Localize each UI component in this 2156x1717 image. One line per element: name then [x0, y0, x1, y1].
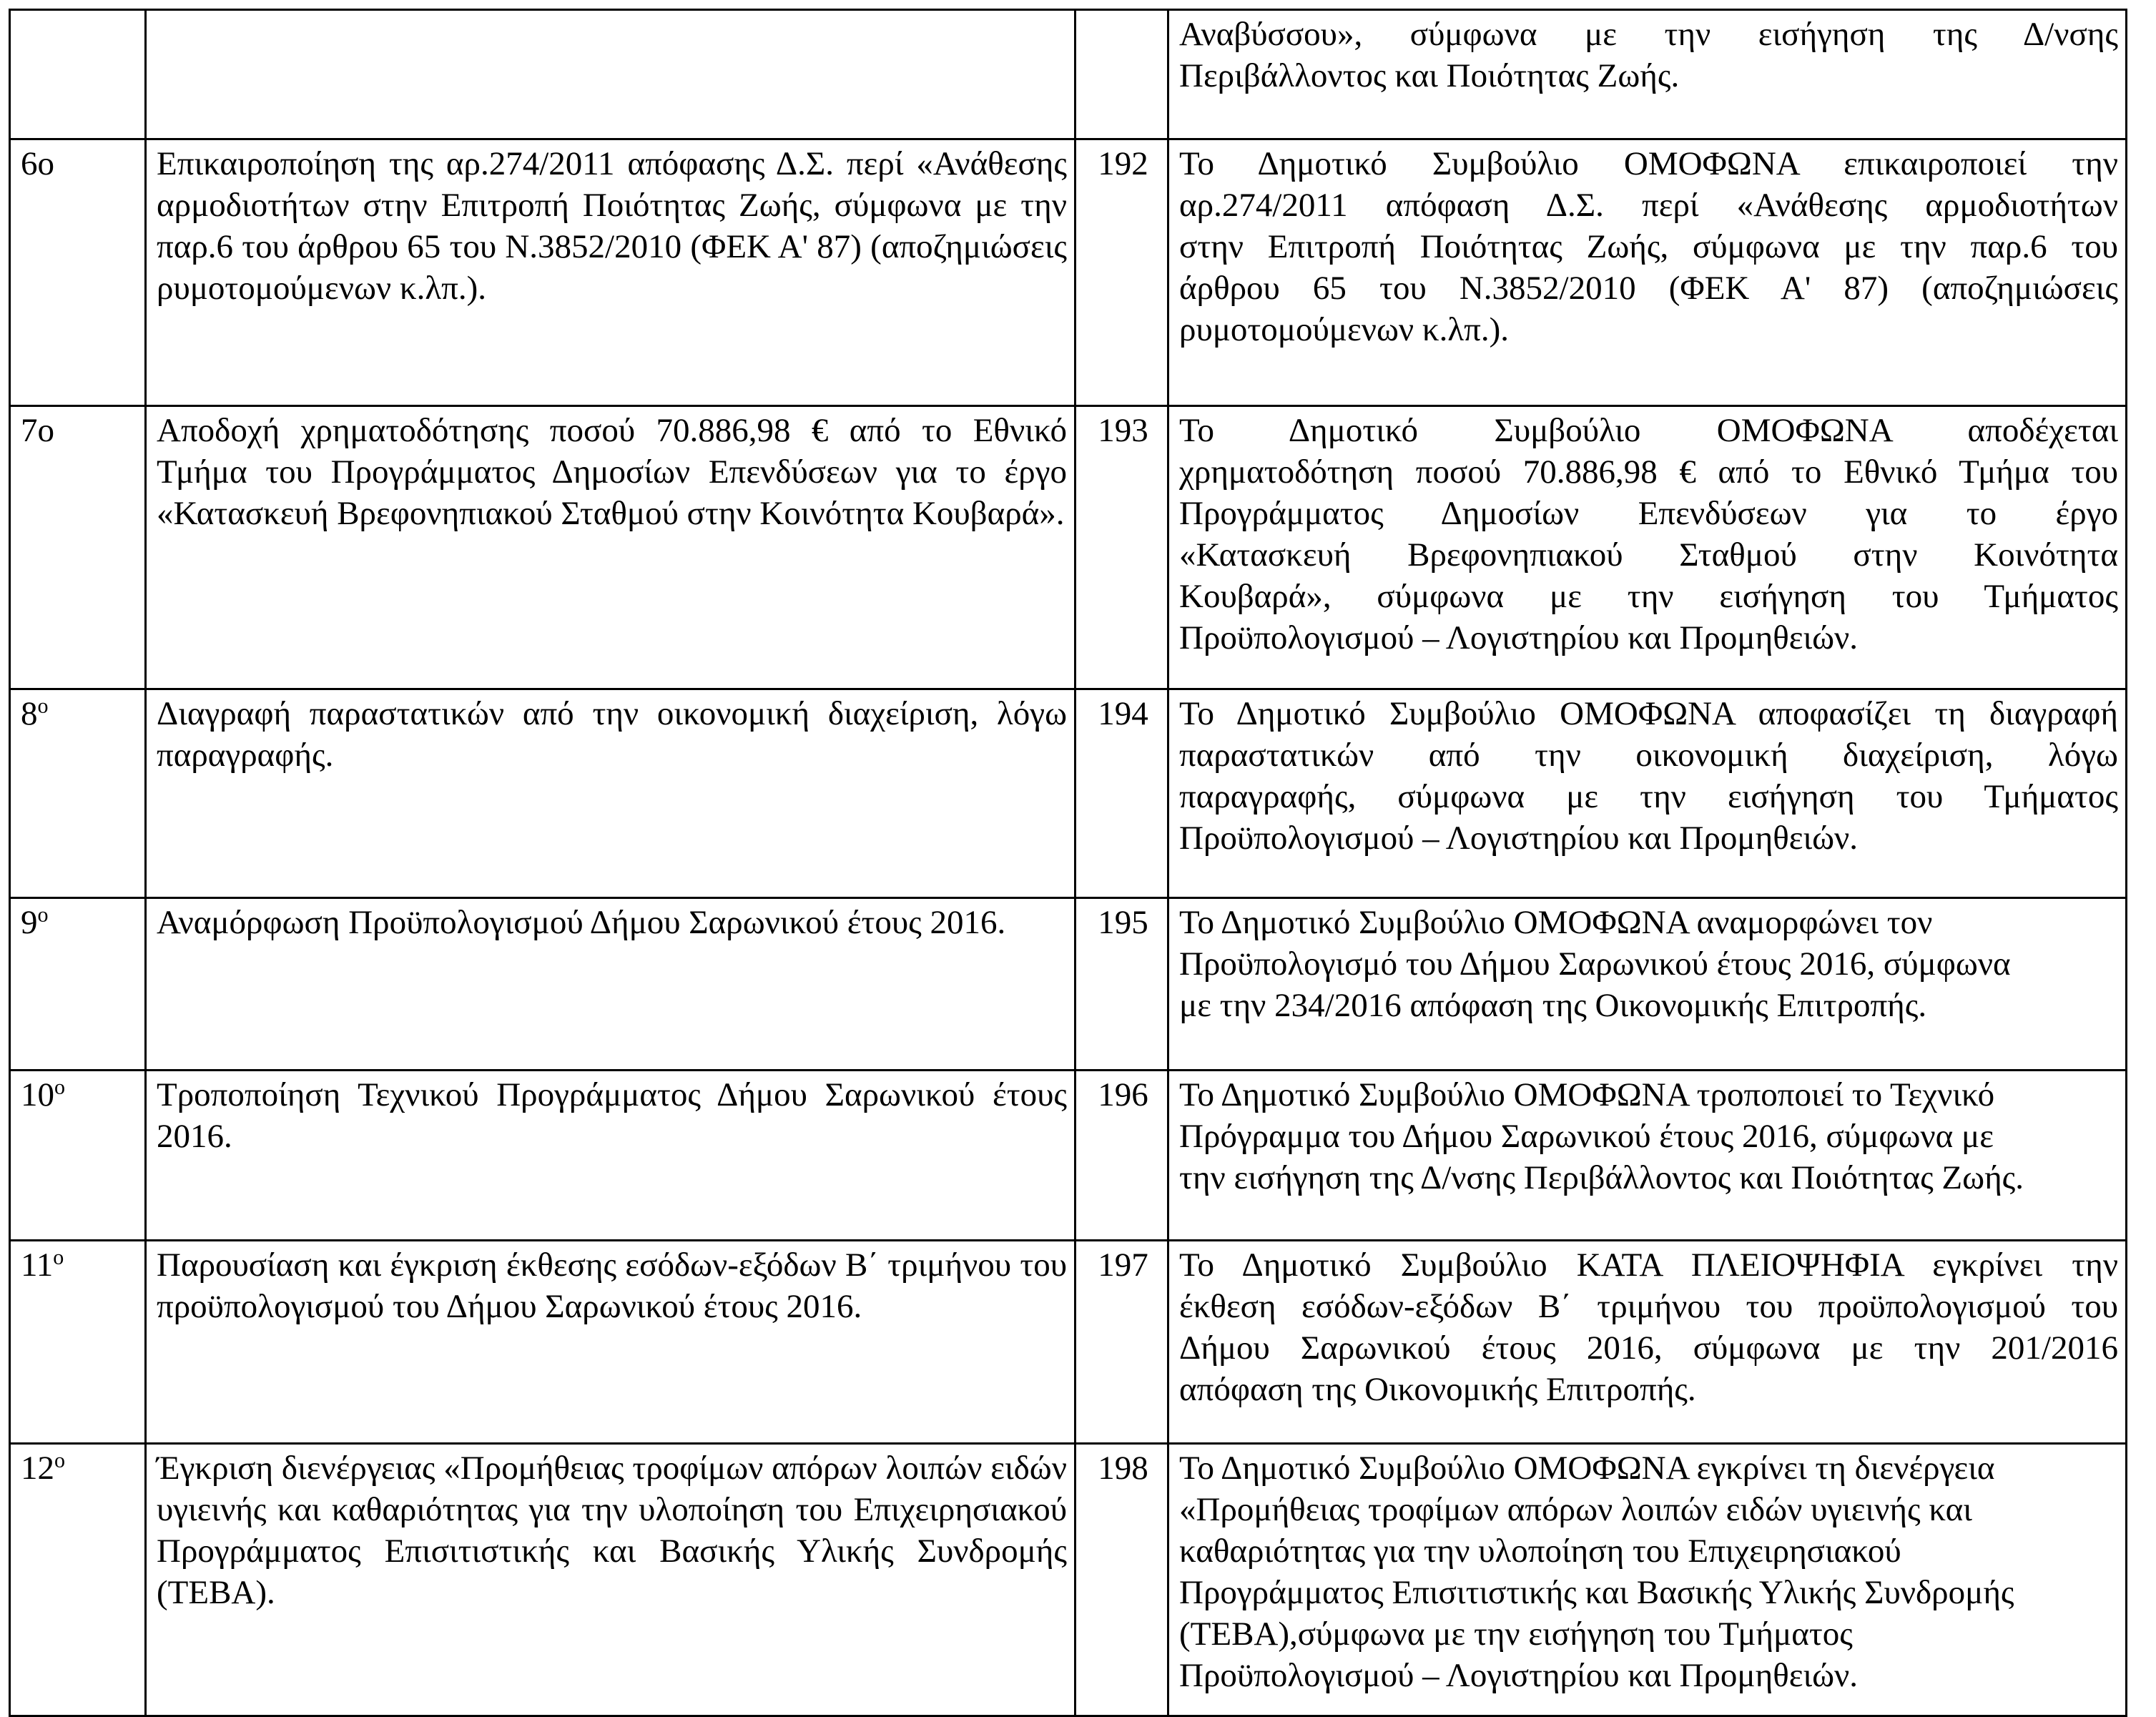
- item-number-ordinal: ο: [37, 902, 49, 927]
- decision-text: [1168, 10, 2127, 139]
- decision-text-line: «Προμήθειας τροφίμων απόρων λοιπών ειδών υγιεινής και: [1179, 1491, 1972, 1528]
- decision-number: 192: [1075, 139, 1168, 406]
- decision-text-line: Πρόγραμμα του Δήμου Σαρωνικού έτους 2016, σύμφωνα με: [1179, 1118, 1994, 1155]
- decision-text-line: Το Δημοτικό Συμβούλιο ΟΜΟΦΩΝΑ αποφασίζει τη διαγραφή: [1179, 695, 2118, 732]
- item-number: 8: [21, 695, 38, 732]
- decision-text-line: Το Δημοτικό Συμβούλιο ΟΜΟΦΩΝΑ εγκρίνει τη διενέργεια: [1179, 1450, 1995, 1487]
- decision-text-line: Το Δημοτικό Συμβούλιο ΟΜΟΦΩΝΑ επικαιροποιεί την: [1179, 145, 2118, 182]
- decision-text-line: αρ.274/2011 απόφαση Δ.Σ. περί «Ανάθεσης αρμοδιοτήτων: [1179, 187, 2118, 224]
- table-row: [10, 898, 2127, 1071]
- decision-text-line: Περιβάλλοντος και Ποιότητας Ζωής.: [1179, 57, 1680, 94]
- decision-text-line: στην Επιτροπή Ποιότητας Ζωής, σύμφωνα με την παρ.6 του: [1179, 228, 2118, 265]
- table-row: [10, 1444, 2127, 1716]
- decision-text: [1168, 1444, 2127, 1716]
- decision-text-line: Προϋπολογισμού – Λογιστηρίου και Προμηθειών.: [1179, 1657, 1859, 1694]
- item-number-cell: [10, 10, 146, 139]
- item-number-cell: [10, 1444, 146, 1716]
- decision-text-line: Το Δημοτικό Συμβούλιο ΚΑΤΑ ΠΛΕΙΟΨΗΦΙΑ εγκρίνει την: [1179, 1246, 2118, 1284]
- decision-text-line: έκθεση εσόδων-εξόδων Β΄ τριμήνου του προϋπολογισμού του: [1179, 1288, 2118, 1325]
- decision-text-line: (ΤΕΒΑ),σύμφωνα με την εισήγηση του Τμήματος: [1179, 1615, 1853, 1653]
- decision-number: 198: [1075, 1444, 1168, 1716]
- decision-text: [1168, 1241, 2127, 1444]
- item-number-cell: [10, 898, 146, 1071]
- item-number-ordinal: ο: [53, 1245, 64, 1269]
- item-number: 12: [21, 1450, 54, 1487]
- item-number-ordinal: ο: [37, 694, 49, 718]
- item-subject: Αποδοχή χρηματοδότησης ποσού 70.886,98 € από το Εθνικό Τμήμα του Προγράμματος Δημοσίων Επενδύσεων για το έργο «Κατασκευή Βρεφονηπιακού Σταθμού στην Κοινότητα Κουβαρά».: [146, 406, 1075, 689]
- decision-text-line: με την 234/2016 απόφαση της Οικονομικής Επιτροπής.: [1179, 987, 1927, 1024]
- table-row: [10, 1071, 2127, 1241]
- item-number: 7ο: [21, 412, 54, 449]
- item-subject: Παρουσίαση και έγκριση έκθεσης εσόδων-εξόδων Β΄ τριμήνου του προϋπολογισμού του Δήμου Σαρωνικού έτους 2016.: [146, 1241, 1075, 1444]
- item-subject: Επικαιροποίηση της αρ.274/2011 απόφασης Δ.Σ. περί «Ανάθεσης αρμοδιοτήτων στην Επιτροπή Ποιότητας Ζωής, σύμφωνα με την παρ.6 του άρθρου 65 του Ν.3852/2010 (ΦΕΚ Α' 87) (αποζημιώσεις ρυμοτομούμενων κ.λπ.).: [146, 139, 1075, 406]
- item-number-cell: [10, 1241, 146, 1444]
- item-number: 9: [21, 904, 38, 941]
- table-row: [10, 406, 2127, 689]
- item-number: 6ο: [21, 145, 54, 182]
- decision-text-line: την εισήγηση της Δ/νσης Περιβάλλοντος και Ποιότητας Ζωής.: [1179, 1159, 2024, 1196]
- decisions-table: [9, 9, 2127, 1717]
- decision-text-line: παραστατικών από την οικονομική διαχείριση, λόγω: [1179, 737, 2118, 774]
- decision-text: [1168, 139, 2127, 406]
- table-row: [10, 689, 2127, 898]
- item-number: 11: [21, 1246, 54, 1284]
- table-row: [10, 10, 2127, 139]
- decision-text-line: Προϋπολογισμό του Δήμου Σαρωνικού έτους 2016, σύμφωνα: [1179, 945, 2011, 983]
- decision-number: 197: [1075, 1241, 1168, 1444]
- decision-text: [1168, 406, 2127, 689]
- decision-number: 194: [1075, 689, 1168, 898]
- item-number-cell: [10, 1071, 146, 1241]
- decision-text-line: Προγράμματος Δημοσίων Επενδύσεων για το έργο: [1179, 495, 2118, 532]
- decision-text-line: ρυμοτομούμενων κ.λπ.).: [1179, 311, 1510, 348]
- decision-text-line: Το Δημοτικό Συμβούλιο ΟΜΟΦΩΝΑ αποδέχεται: [1179, 412, 2118, 449]
- item-subject: Αναμόρφωση Προϋπολογισμού Δήμου Σαρωνικού έτους 2016.: [146, 898, 1075, 1071]
- decision-number: 196: [1075, 1071, 1168, 1241]
- item-subject: [146, 10, 1075, 139]
- decision-text-line: Το Δημοτικό Συμβούλιο ΟΜΟΦΩΝΑ αναμορφώνει τον: [1179, 904, 1933, 941]
- decision-text-line: παραγραφής, σύμφωνα με την εισήγηση του Τμήματος: [1179, 778, 2118, 815]
- item-number-ordinal: ο: [54, 1448, 65, 1472]
- table-row: [10, 139, 2127, 406]
- decisions-table-body: [10, 10, 2127, 1716]
- decision-text-line: «Κατασκευή Βρεφονηπιακού Σταθμού στην Κοινότητα: [1179, 536, 2118, 574]
- item-number-cell: [10, 406, 146, 689]
- item-subject: Τροποποίηση Τεχνικού Προγράμματος Δήμου Σαρωνικού έτους 2016.: [146, 1071, 1075, 1241]
- decision-number: [1075, 10, 1168, 139]
- item-number-cell: [10, 139, 146, 406]
- decision-text-line: Προϋπολογισμού – Λογιστηρίου και Προμηθειών.: [1179, 619, 1859, 656]
- decision-text-line: Δήμου Σαρωνικού έτους 2016, σύμφωνα με την 201/2016: [1179, 1329, 2118, 1367]
- decision-text-line: Το Δημοτικό Συμβούλιο ΟΜΟΦΩΝΑ τροποποιεί το Τεχνικό: [1179, 1076, 1995, 1113]
- decision-text-line: χρηματοδότηση ποσού 70.886,98 € από το Εθνικό Τμήμα του: [1179, 453, 2118, 491]
- item-subject: Διαγραφή παραστατικών από την οικονομική διαχείριση, λόγω παραγραφής.: [146, 689, 1075, 898]
- decision-text-line: Κουβαρά», σύμφωνα με την εισήγηση του Τμήματος: [1179, 578, 2118, 615]
- item-number-ordinal: ο: [54, 1075, 65, 1099]
- table-row: [10, 1241, 2127, 1444]
- decision-number: 195: [1075, 898, 1168, 1071]
- item-subject: Έγκριση διενέργειας «Προμήθειας τροφίμων απόρων λοιπών ειδών υγιεινής και καθαριότητας για την υλοποίηση του Επιχειρησιακού Προγράμματος Επισιτιστικής και Βασικής Υλικής Συνδρομής (ΤΕΒΑ).: [146, 1444, 1075, 1716]
- decision-text-line: καθαριότητας για την υλοποίηση του Επιχειρησιακού: [1179, 1532, 1901, 1570]
- decision-text-line: Προγράμματος Επισιτιστικής και Βασικής Υλικής Συνδρομής: [1179, 1574, 2014, 1611]
- decision-text: [1168, 1071, 2127, 1241]
- item-number-cell: [10, 689, 146, 898]
- decision-text: [1168, 898, 2127, 1071]
- decision-text-line: άρθρου 65 του Ν.3852/2010 (ΦΕΚ Α' 87) (αποζημιώσεις: [1179, 270, 2118, 307]
- decision-text-line: απόφαση της Οικονομικής Επιτροπής.: [1179, 1371, 1696, 1408]
- decision-text: [1168, 689, 2127, 898]
- decision-number: 193: [1075, 406, 1168, 689]
- decision-text-line: Αναβύσσου», σύμφωνα με την εισήγηση της Δ/νσης: [1179, 16, 2118, 53]
- item-number: 10: [21, 1076, 54, 1113]
- decision-text-line: Προϋπολογισμού – Λογιστηρίου και Προμηθειών.: [1179, 820, 1859, 857]
